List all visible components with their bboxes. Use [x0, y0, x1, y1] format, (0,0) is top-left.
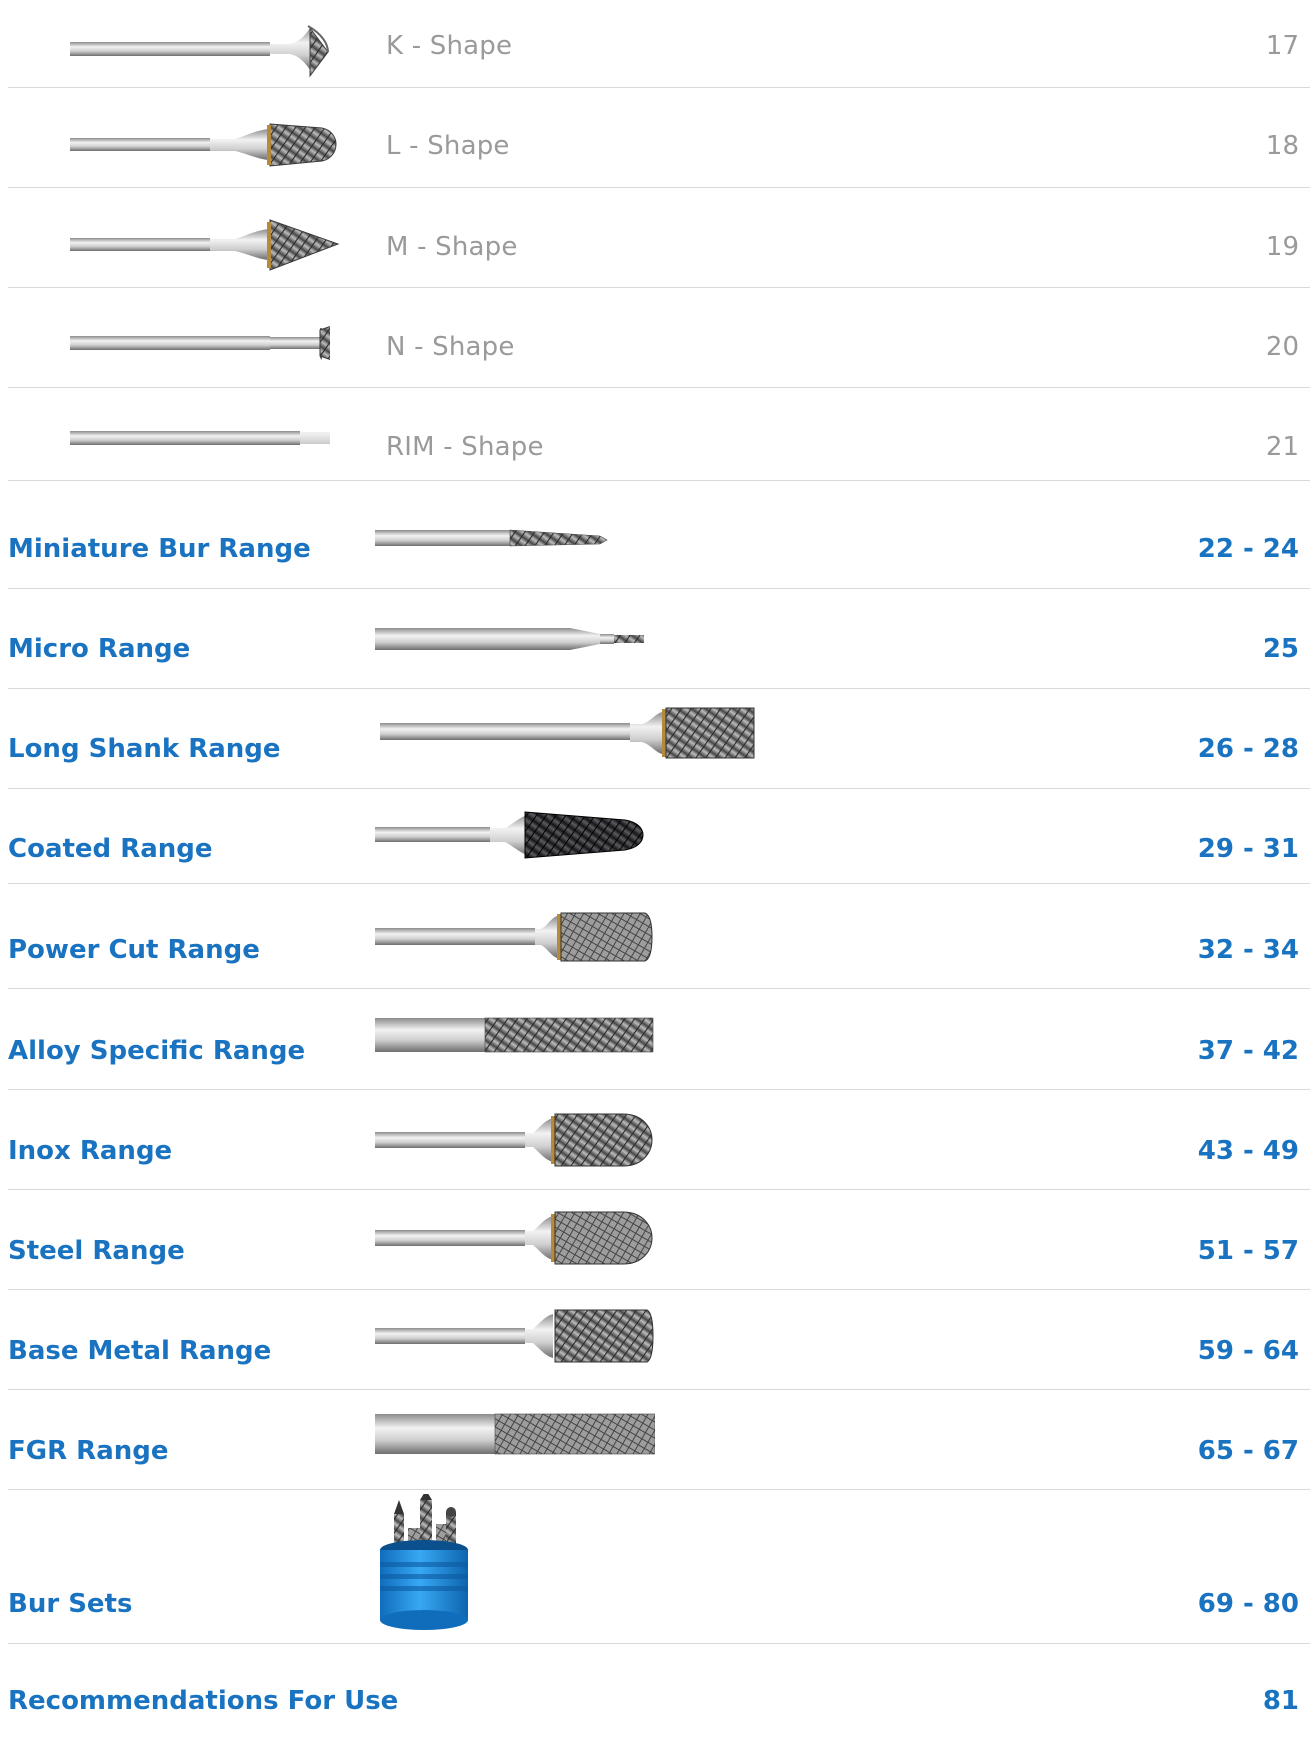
range-label: Base Metal Range — [8, 1336, 272, 1366]
pointed-cone-bur-icon — [70, 214, 340, 276]
divider — [8, 588, 1310, 589]
divider — [8, 1389, 1310, 1390]
page-range: 51 - 57 — [1197, 1236, 1299, 1266]
page-range: 81 — [1262, 1686, 1299, 1716]
range-label: Micro Range — [8, 634, 191, 664]
shape-label: RIM - Shape — [386, 432, 544, 462]
range-label: Miniature Bur Range — [8, 534, 311, 564]
divider — [8, 688, 1310, 689]
page-range: 25 — [1262, 634, 1299, 664]
divider — [8, 480, 1310, 481]
divider — [8, 988, 1310, 989]
divider — [8, 788, 1310, 789]
page-number: 20 — [1265, 332, 1299, 362]
page-range: 37 - 42 — [1197, 1036, 1299, 1066]
divider — [8, 87, 1310, 88]
page-number: 21 — [1265, 432, 1299, 462]
alloy-bur-icon — [375, 1012, 655, 1060]
page-range: 69 - 80 — [1197, 1589, 1299, 1619]
page-number: 18 — [1265, 131, 1299, 161]
range-label: Bur Sets — [8, 1589, 133, 1619]
inox-bur-icon — [375, 1110, 655, 1170]
divider — [8, 1189, 1310, 1190]
taper-radius-bur-icon — [70, 114, 340, 176]
cone-bur-icon — [70, 14, 330, 82]
base-metal-bur-icon — [375, 1306, 655, 1366]
shape-label: K - Shape — [386, 31, 513, 61]
divider — [8, 187, 1310, 188]
range-label: Inox Range — [8, 1136, 173, 1166]
range-label: Power Cut Range — [8, 935, 260, 965]
divider — [8, 1289, 1310, 1290]
rim-bur-icon — [70, 405, 330, 471]
range-label: FGR Range — [8, 1436, 169, 1466]
steel-bur-icon — [375, 1208, 655, 1268]
shape-label: M - Shape — [386, 232, 518, 262]
range-label: Long Shank Range — [8, 734, 281, 764]
micro-bur-icon — [375, 622, 645, 658]
divider — [8, 1643, 1310, 1644]
divider — [8, 1489, 1310, 1490]
page-range: 32 - 34 — [1197, 935, 1299, 965]
page-range: 29 - 31 — [1197, 834, 1299, 864]
range-label: Coated Range — [8, 834, 213, 864]
range-label: Recommendations For Use — [8, 1686, 399, 1716]
range-label: Steel Range — [8, 1236, 185, 1266]
shape-label: N - Shape — [386, 332, 515, 362]
miniature-bur-icon — [375, 522, 615, 558]
divider — [8, 883, 1310, 884]
page-range: 65 - 67 — [1197, 1436, 1299, 1466]
power-cut-bur-icon — [375, 910, 655, 964]
page-range: 22 - 24 — [1197, 534, 1299, 564]
fgr-bur-icon — [375, 1410, 655, 1458]
page-range: 26 - 28 — [1197, 734, 1299, 764]
long-shank-bur-icon — [380, 706, 760, 760]
page-range: 43 - 49 — [1197, 1136, 1299, 1166]
page-range: 59 - 64 — [1197, 1336, 1299, 1366]
shape-label: L - Shape — [386, 131, 510, 161]
page-number: 19 — [1265, 232, 1299, 262]
range-label: Alloy Specific Range — [8, 1036, 306, 1066]
inverted-cone-bur-icon — [70, 308, 330, 378]
page-number: 17 — [1265, 31, 1299, 61]
divider — [8, 1089, 1310, 1090]
coated-bur-icon — [375, 808, 655, 862]
bur-set-box-icon — [372, 1494, 482, 1630]
divider — [8, 287, 1310, 288]
divider — [8, 387, 1310, 388]
